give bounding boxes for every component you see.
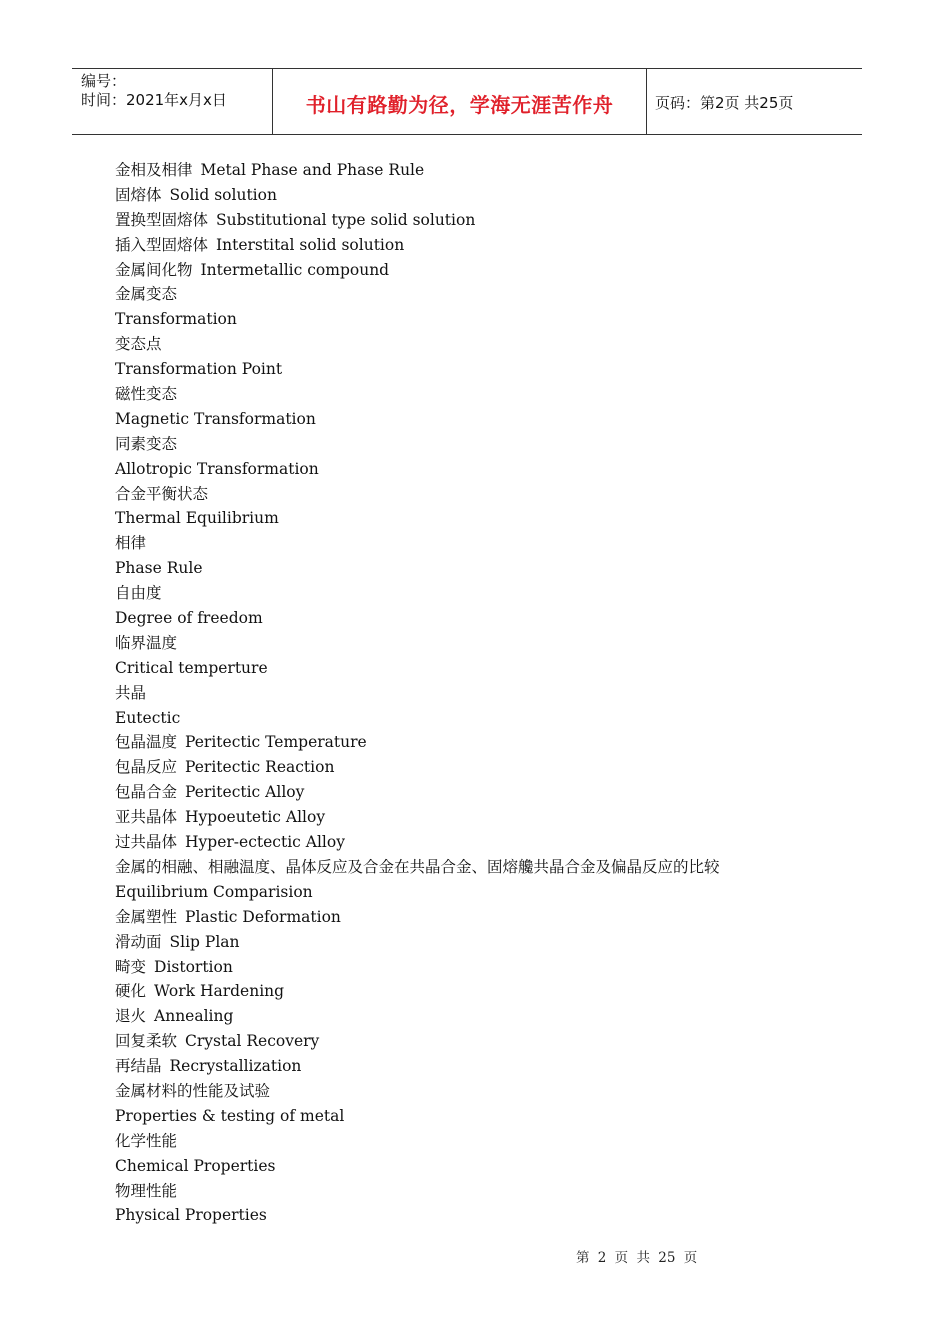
header-page-info: 页码：第2页 共25页 — [655, 94, 794, 112]
glossary-line — [115, 581, 835, 606]
glossary-line — [115, 432, 835, 457]
document-time-label: 时间：2021年x月x日 — [81, 91, 227, 109]
glossary-line — [115, 258, 835, 283]
glossary-line — [115, 1203, 835, 1228]
term-chinese: 自由度 — [115, 584, 162, 603]
term-english: Equilibrium Comparision — [115, 882, 313, 901]
glossary-line — [115, 681, 835, 706]
glossary-line — [115, 1179, 835, 1204]
term-english: Plastic Deformation — [185, 907, 341, 926]
glossary-line — [115, 332, 835, 357]
glossary-line — [115, 930, 835, 955]
term-chinese: 回复柔软 — [115, 1032, 178, 1051]
term-english: Thermal Equilibrium — [115, 509, 279, 528]
glossary-line — [115, 282, 835, 307]
term-english: Peritectic Alloy — [185, 783, 305, 802]
glossary-line — [115, 955, 835, 980]
term-english: Peritectic Temperature — [185, 733, 367, 752]
glossary-line — [115, 730, 835, 755]
term-chinese: 物理性能 — [115, 1181, 178, 1200]
term-chinese: 包晶温度 — [115, 733, 178, 752]
term-english: Distortion — [154, 957, 233, 976]
term-english: Metal Phase and Phase Rule — [200, 161, 425, 179]
glossary-content — [115, 158, 835, 1228]
glossary-line — [115, 183, 835, 208]
term-chinese: 再结晶 — [115, 1057, 162, 1076]
term-english: Physical Properties — [115, 1206, 267, 1225]
glossary-line — [115, 1029, 835, 1054]
term-english: Interstital solid solution — [216, 235, 405, 254]
term-english: Allotropic Transformation — [115, 459, 319, 478]
term-chinese: 磁性变态 — [115, 385, 178, 404]
glossary-line — [115, 556, 835, 581]
glossary-line — [115, 1154, 835, 1179]
glossary-line — [115, 1054, 835, 1079]
glossary-line — [115, 357, 835, 382]
term-chinese: 相律 — [115, 534, 147, 553]
term-english: Degree of freedom — [115, 609, 263, 628]
term-chinese: 合金平衡状态 — [115, 484, 209, 503]
glossary-line — [115, 706, 835, 731]
term-chinese: 共晶 — [115, 683, 147, 702]
glossary-line — [115, 1079, 835, 1104]
term-english: Intermetallic compound — [200, 260, 390, 279]
term-chinese: 固熔体 — [115, 185, 162, 204]
term-chinese: 包晶合金 — [115, 783, 178, 802]
glossary-line — [115, 208, 835, 233]
glossary-line — [115, 1004, 835, 1029]
term-english: Work Hardening — [154, 982, 285, 1001]
term-english: Magnetic Transformation — [115, 409, 316, 428]
glossary-line — [115, 158, 835, 183]
glossary-line — [115, 656, 835, 681]
term-english: Critical temperture — [115, 658, 268, 677]
document-number-label: 编号： — [81, 72, 127, 90]
header-motto: 书山有路勤为径，学海无涯苦作舟 — [273, 69, 647, 134]
glossary-line — [115, 805, 835, 830]
term-english: Solid solution — [169, 185, 277, 204]
term-english: Slip Plan — [169, 932, 240, 951]
glossary-line — [115, 1104, 835, 1129]
page-header — [72, 68, 862, 135]
glossary-line — [115, 457, 835, 482]
glossary-line — [115, 382, 835, 407]
term-chinese: 化学性能 — [115, 1131, 178, 1150]
glossary-line — [115, 1129, 835, 1154]
term-english: Hyper-ectectic Alloy — [185, 833, 345, 852]
term-chinese: 退火 — [115, 1007, 147, 1026]
term-english: Transformation — [115, 310, 237, 329]
term-chinese: 临界温度 — [115, 633, 178, 652]
term-chinese: 金属间化物 — [115, 260, 193, 279]
term-english: Recrystallization — [169, 1057, 302, 1076]
glossary-line — [115, 531, 835, 556]
term-chinese: 金属变态 — [115, 285, 178, 304]
glossary-line — [115, 780, 835, 805]
term-chinese: 置换型固熔体 — [115, 210, 209, 229]
glossary-line — [115, 233, 835, 258]
term-english: Properties & testing of metal — [115, 1106, 345, 1125]
term-chinese: 包晶反应 — [115, 758, 178, 777]
glossary-line — [115, 307, 835, 332]
term-chinese: 金属的相融、相融温度、晶体反应及合金在共晶合金、固熔艬共晶合金及偏晶反应的比较 — [115, 857, 720, 876]
glossary-line — [115, 506, 835, 531]
glossary-line — [115, 855, 835, 880]
term-chinese: 金属塑性 — [115, 907, 178, 926]
term-chinese: 同素变态 — [115, 434, 178, 453]
term-english: Transformation Point — [115, 360, 283, 379]
glossary-line — [115, 482, 835, 507]
term-chinese: 滑动面 — [115, 932, 162, 951]
glossary-line — [115, 880, 835, 905]
glossary-line — [115, 631, 835, 656]
term-english: Substitutional type solid solution — [216, 210, 476, 229]
term-chinese: 金属材料的性能及试验 — [115, 1081, 271, 1100]
term-english: Phase Rule — [115, 559, 203, 578]
term-english: Hypoeutetic Alloy — [185, 808, 326, 827]
term-chinese: 硬化 — [115, 982, 147, 1001]
term-chinese: 插入型固熔体 — [115, 235, 209, 254]
term-chinese: 过共晶体 — [115, 833, 178, 852]
term-chinese: 变态点 — [115, 335, 162, 354]
term-chinese: 金相及相律 — [115, 161, 193, 179]
term-english: Crystal Recovery — [185, 1032, 320, 1051]
term-chinese: 亚共晶体 — [115, 808, 178, 827]
header-meta — [72, 69, 273, 134]
glossary-line — [115, 905, 835, 930]
term-english: Eutectic — [115, 708, 181, 727]
glossary-line — [115, 407, 835, 432]
glossary-line — [115, 979, 835, 1004]
term-english: Chemical Properties — [115, 1156, 276, 1175]
glossary-line — [115, 755, 835, 780]
glossary-line — [115, 830, 835, 855]
term-english: Annealing — [154, 1007, 234, 1026]
glossary-line — [115, 606, 835, 631]
term-chinese: 畸变 — [115, 957, 147, 976]
page-footer: 第 2 页 共 25 页 — [576, 1250, 698, 1266]
term-english: Peritectic Reaction — [185, 758, 335, 777]
